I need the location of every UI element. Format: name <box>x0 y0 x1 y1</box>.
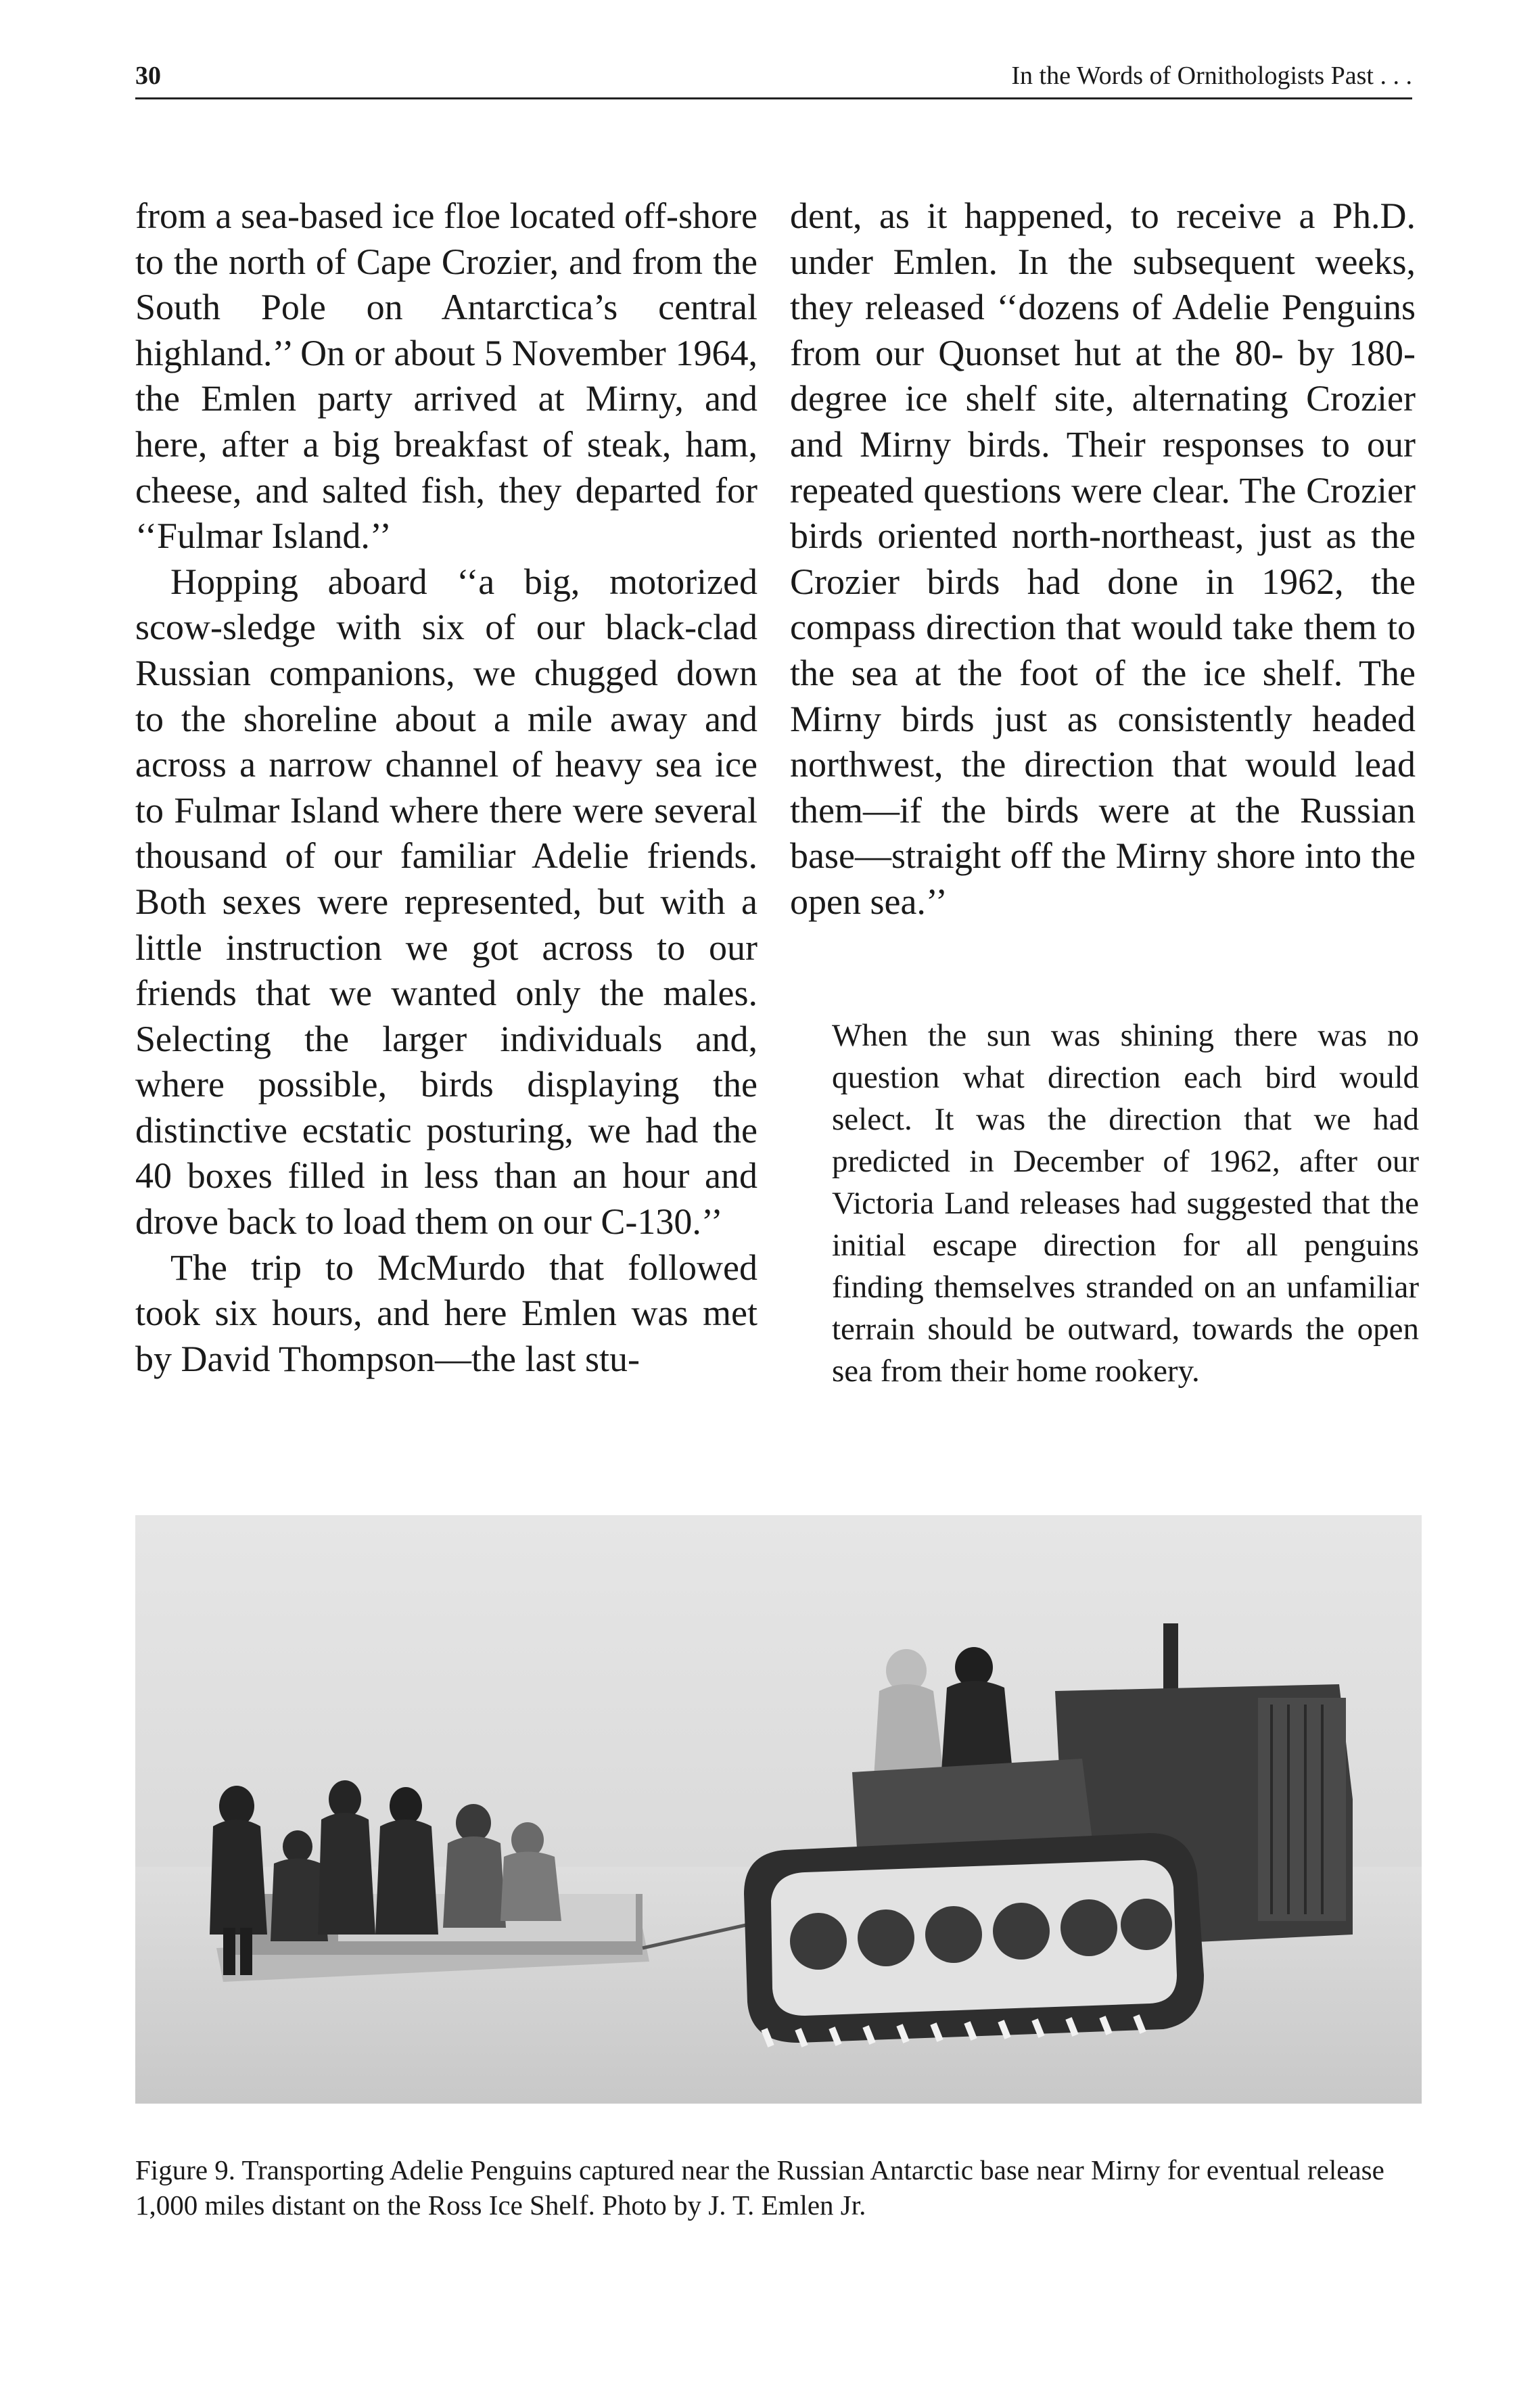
block-quote <box>832 1015 1419 1392</box>
block-quote-text: When the sun was shining there was no question what direction each bird would select. It was the direction that we had predicted in December of 1962, after our Victoria Land releases had suggested that the initial escape direction for all penguins finding themselves stranded on an unfamiliar terrain should be outward, towards the open sea from their home rookery. <box>832 1018 1419 1389</box>
figure-caption <box>135 2152 1420 2223</box>
body-paragraph: from a sea-based ice floe located off-shore to the north of Cape Crozier, and from the South Pole on Antarctica’s central highland.’’ On or about 5 November 1964, the Emlen party arrived at Mirny, and here, after a big breakfast of steak, ham, cheese, and salted fish, they departed for ‘‘Fulmar Island.’’ <box>135 195 758 557</box>
header-rule <box>135 97 1412 99</box>
page-number: 30 <box>135 62 161 90</box>
running-title: In the Words of Ornithologists Past . . . <box>1011 62 1412 90</box>
body-paragraph: dent, as it happened, to receive a Ph.D. under Emlen. In the subsequent weeks, they released ‘‘dozens of Adelie Penguins from our Quonset hut at the 80- by 180-degree ice shelf site, alternating Crozier and Mirny birds. Their responses to our repeated questions were clear. The Crozier birds oriented north-northeast, just as the Crozier birds had done in 1962, the compass direction that would take them to the sea at the foot of the ice shelf. The Mirny birds just as consistently headed northwest, the direction that would lead them—if the birds were at the Russian base—straight off the Mirny shore into the open sea.’’ <box>790 195 1416 922</box>
right-column <box>790 193 1416 925</box>
figure-photo <box>135 1515 1422 2104</box>
body-paragraph: Hopping aboard ‘‘a big, motorized scow-sledge with six of our black-clad Russian companions, we chugged down to the shoreline about a mile away and across a narrow channel of heavy sea ice to Fulmar Island where there were several thousand of our familiar Adelie friends. Both sexes were represented, but with a little instruction we got across to our friends that we wanted only the males. Selecting the larger individuals and, where possible, birds displaying the distinctive ecstatic posturing, we had the 40 boxes filled in less than an hour and drove back to load them on our C-130.’’ <box>135 561 758 1243</box>
caption-text: Figure 9. Transporting Adelie Penguins captured near the Russian Antarctic base near Mirny for eventual release 1,000 miles distant on the Ross Ice Shelf. Photo by J. T. Emlen Jr. <box>135 2154 1384 2221</box>
left-column <box>135 193 758 1382</box>
running-header <box>135 55 1412 96</box>
body-paragraph: The trip to McMurdo that followed took six hours, and here Emlen was met by David Thompson—the last stu- <box>135 1247 758 1379</box>
